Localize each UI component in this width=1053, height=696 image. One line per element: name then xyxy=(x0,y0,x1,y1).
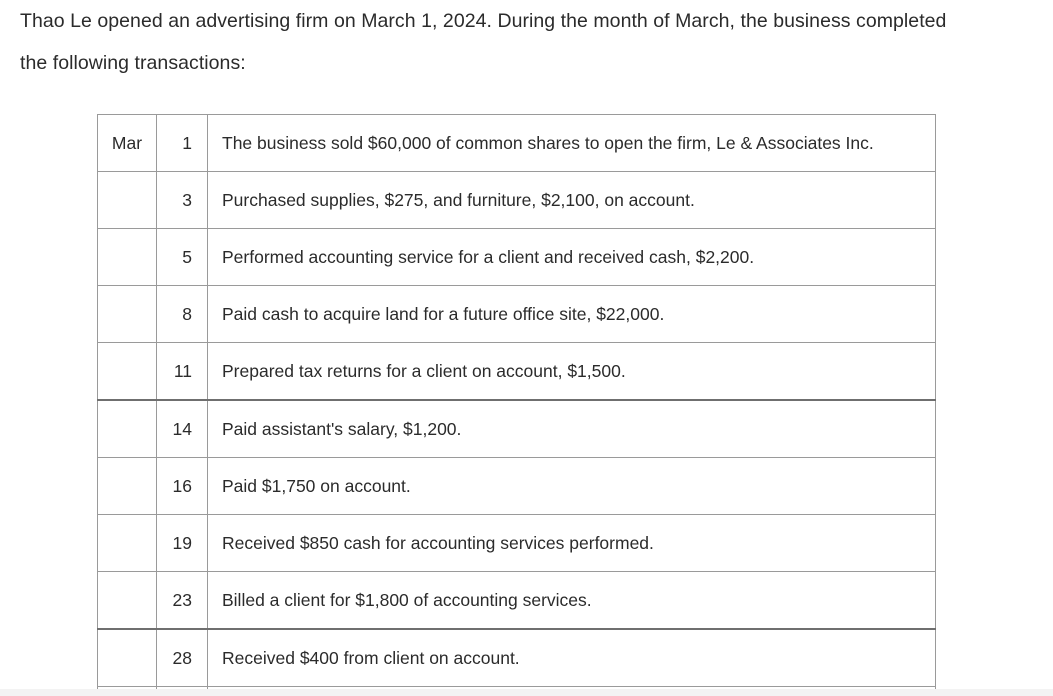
transactions-table xyxy=(97,114,936,696)
description-cell: Prepared tax returns for a client on account, $1,500. xyxy=(208,343,936,401)
intro-line-1: Thao Le opened an advertising firm on March 1, 2024. During the month of March, the business completed xyxy=(20,10,947,32)
description-cell: Received $850 cash for accounting services performed. xyxy=(208,515,936,572)
month-cell xyxy=(98,172,157,229)
day-cell: 11 xyxy=(157,343,208,401)
table-row xyxy=(98,572,936,630)
month-cell xyxy=(98,286,157,343)
table-row xyxy=(98,629,936,687)
description-cell: Paid cash to acquire land for a future office site, $22,000. xyxy=(208,286,936,343)
description-cell: Performed accounting service for a client and received cash, $2,200. xyxy=(208,229,936,286)
description-cell: Received $400 from client on account. xyxy=(208,629,936,687)
description-cell: Paid assistant's salary, $1,200. xyxy=(208,400,936,458)
month-cell xyxy=(98,400,157,458)
bottom-scroll-strip xyxy=(0,689,1053,696)
month-cell xyxy=(98,343,157,401)
table-row xyxy=(98,172,936,229)
description-cell: The business sold $60,000 of common shares to open the firm, Le & Associates Inc. xyxy=(208,115,936,172)
month-cell xyxy=(98,229,157,286)
day-cell: 16 xyxy=(157,458,208,515)
month-cell xyxy=(98,458,157,515)
table-row xyxy=(98,515,936,572)
table-row xyxy=(98,343,936,401)
day-cell: 23 xyxy=(157,572,208,630)
day-cell: 28 xyxy=(157,629,208,687)
day-cell: 8 xyxy=(157,286,208,343)
day-cell: 1 xyxy=(157,115,208,172)
month-cell: Mar xyxy=(98,115,157,172)
day-cell: 5 xyxy=(157,229,208,286)
description-cell: Billed a client for $1,800 of accounting services. xyxy=(208,572,936,630)
problem-intro xyxy=(20,0,1030,84)
intro-line-2: the following transactions: xyxy=(20,52,246,74)
day-cell: 3 xyxy=(157,172,208,229)
description-cell: Purchased supplies, $275, and furniture, $2,100, on account. xyxy=(208,172,936,229)
day-cell: 14 xyxy=(157,400,208,458)
table-row xyxy=(98,286,936,343)
month-cell xyxy=(98,629,157,687)
table-row xyxy=(98,458,936,515)
day-cell: 19 xyxy=(157,515,208,572)
table-row xyxy=(98,229,936,286)
month-cell xyxy=(98,572,157,630)
table-row xyxy=(98,115,936,172)
table-row xyxy=(98,400,936,458)
description-cell: Paid $1,750 on account. xyxy=(208,458,936,515)
month-cell xyxy=(98,515,157,572)
